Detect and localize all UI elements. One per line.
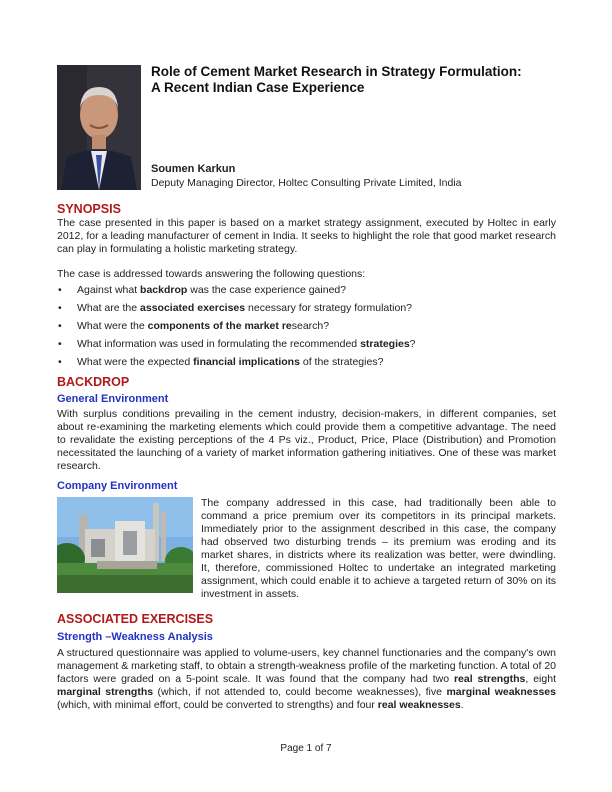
backdrop-heading: BACKDROP: [57, 375, 130, 389]
questions-list: [57, 284, 556, 374]
list-item: • What were the expected financial implications of the strategies?: [58, 356, 384, 368]
list-item: • What information was used in formulating the recommended strategies?: [58, 338, 416, 350]
company-environment-paragraph: The company addressed in this case, had traditionally been able to command a price premium over its competitors in its principal markets. Immediately prior to the assignment described in this case, the company had observed two disturbing trends – its premium was eroding and its market shares, in districts where its realization was better, were dwindling. It, therefore, commissioned Holtec to undertake an integrated marketing assignment, which could enable it to achieve a targeted return of 30% on its investment in assets.: [201, 497, 556, 600]
general-env-block: [57, 393, 168, 405]
bullet-icon: •: [58, 320, 62, 332]
title-line-1: Role of Cement Market Research in Strategy Formulation:: [151, 64, 522, 79]
author-name: Soumen Karkun: [151, 163, 236, 175]
title-line-2: A Recent Indian Case Experience: [151, 80, 365, 95]
author-photo: [57, 65, 141, 190]
company-building-photo: [57, 497, 193, 593]
list-item: • What are the associated exercises necessary for strategy formulation?: [58, 302, 413, 314]
strength-weakness-paragraph: A structured questionnaire was applied to volume-users, key channel functionaries and the company's own management & marketing staff, to obtain a strength-weakness profile of the marketing function. A total of 20 factors were graded on a 5-point scale. It was found that the company had two real strengths, eight marginal strengths (which, if not attended to, could become weaknesses), five marginal weaknesses (which, with minimal effort, could be converted to strengths) and four real weaknesses.: [57, 647, 556, 711]
synopsis-block: [57, 202, 121, 216]
general-environment-heading: General Environment: [57, 393, 169, 405]
swa-block: [57, 631, 213, 643]
bullet-icon: •: [58, 284, 62, 296]
backdrop-block: [57, 375, 129, 389]
synopsis-heading: SYNOPSIS: [57, 202, 121, 216]
synopsis-lead: The case is addressed towards answering the following questions:: [57, 268, 366, 280]
list-item: • What were the components of the market research?: [58, 320, 330, 332]
paper-title: [151, 64, 551, 96]
bullet-icon: •: [58, 302, 62, 314]
page-number: Page 1 of 7: [280, 743, 332, 754]
general-environment-paragraph: With surplus conditions prevailing in the cement industry, decision-makers, in different companies, set about re-examining the marketing elements which could provide them a competitive advantage. The need to revalidate the existing perceptions of the 4 Ps viz., Product, Price, Place (Distribution) and Promotion necessitated the launching of a variety of market information gathering initiatives. One of these was market research.: [57, 408, 556, 472]
company-environment-heading: Company Environment: [57, 480, 178, 492]
author-affiliation: Deputy Managing Director, Holtec Consulting Private Limited, India: [151, 177, 462, 189]
bullet-icon: •: [58, 356, 62, 368]
synopsis-paragraph: The case presented in this paper is based on a market strategy assignment, executed by Holtec in early 2012, for a leading manufacturer of cement in India. It seeks to highlight the role that good market research can play in formulating a holistic marketing strategy.: [57, 217, 556, 255]
company-env-block: [57, 480, 177, 492]
associated-exercises-heading: ASSOCIATED EXERCISES: [57, 612, 214, 626]
bullet-icon: •: [58, 338, 62, 350]
exercises-block: [57, 612, 213, 626]
list-item: • Against what backdrop was the case experience gained?: [58, 284, 347, 296]
strength-weakness-heading: Strength –Weakness Analysis: [57, 631, 213, 643]
